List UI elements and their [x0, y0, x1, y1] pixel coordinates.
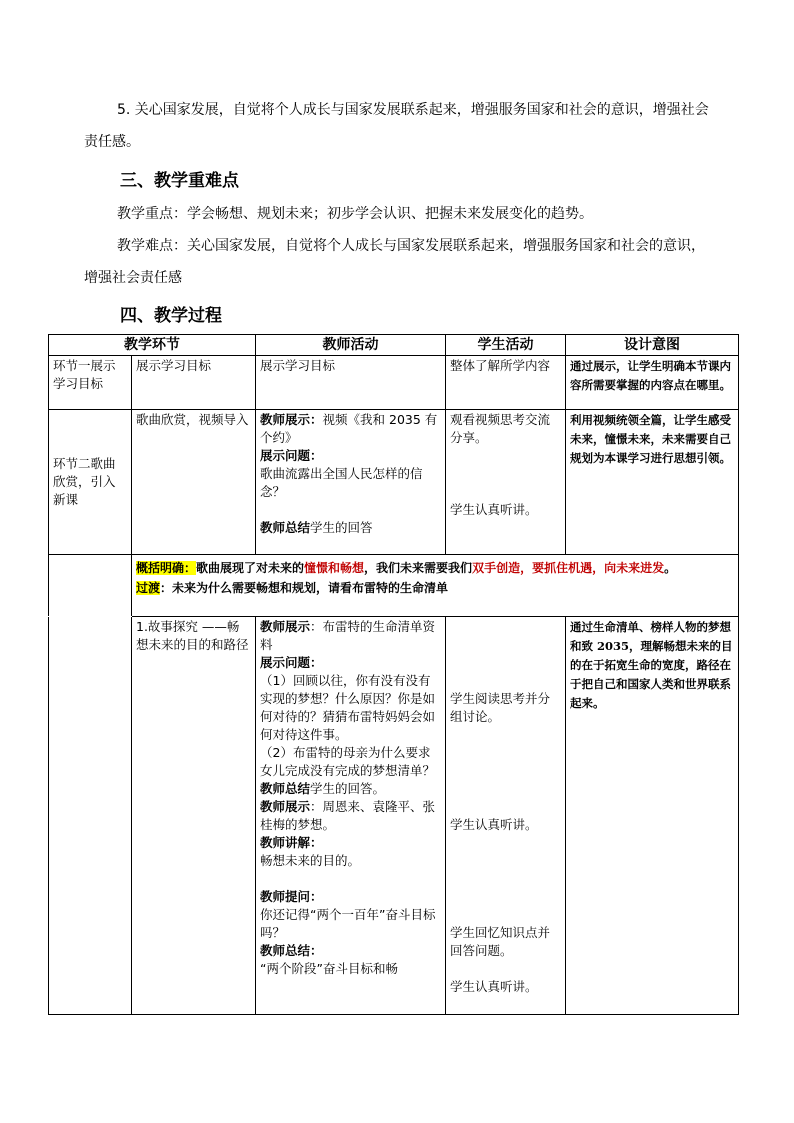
summary-highlight: 双手创造，要抓住机遇，向未来进发 — [472, 561, 665, 575]
student-cell — [446, 410, 566, 555]
teacher-text: ：布雷特的生命清单资料 — [260, 619, 436, 652]
sub-stage-cell: 歌曲欣赏，视频导入 — [132, 410, 256, 555]
teacher-label: 展示问题： — [260, 655, 323, 670]
header-teacher: 教师活动 — [256, 335, 446, 356]
table-row — [49, 356, 739, 410]
teacher-label: 展示问题： — [260, 448, 323, 463]
teacher-text: 畅想未来的目的。 — [260, 853, 361, 868]
section-3-title: 三、教学重难点 — [120, 171, 239, 191]
table-header-row — [49, 335, 739, 356]
question-2: （2）布雷特的母亲为什么要求女儿完成没有完成的梦想清单？ — [260, 745, 436, 778]
header-student: 学生活动 — [446, 335, 566, 356]
summary-text: 歌曲展现了对未来的 — [196, 561, 305, 575]
transition-label: 过渡 — [136, 581, 161, 595]
question-1: （1）回顾以往，你有没有没有实现的梦想？什么原因？你是如何对待的？猜猜布雷特妈妈会如何对待这件事。 — [260, 673, 436, 742]
teacher-text: “两个阶段”奋斗目标和畅 — [260, 961, 398, 976]
teacher-label: 教师展示 — [260, 619, 311, 634]
summary-row — [49, 555, 739, 617]
student-text: 学生认真听讲。 — [450, 502, 538, 517]
teacher-label: 教师展示 — [260, 799, 311, 814]
summary-text: ，我们未来需要我们 — [364, 561, 473, 575]
table-row — [49, 410, 739, 555]
design-cell: 通过展示，让学生明确本节课内容所需要掌握的内容点在哪里。 — [566, 356, 739, 410]
blank-cell — [49, 555, 132, 617]
summary-highlight: 憧憬和畅想 — [304, 561, 365, 575]
teacher-label: 教师提问： — [260, 889, 323, 904]
student-text: 学生认真听讲。 — [450, 979, 538, 994]
teaching-process-table — [48, 334, 739, 1015]
stage-cell: 环节一展示学习目标 — [49, 356, 132, 410]
design-cell: 利用视频统领全篇，让学生感受未来，憧憬未来，未来需要自己规划为本课学习进行思想引领。 — [566, 410, 739, 555]
teacher-text: 你还记得“两个一百年”奋斗目标吗？ — [260, 907, 436, 940]
student-text: 观看视频思考交流分享。 — [450, 412, 551, 445]
stage-cell: 环节二歌曲欣赏，引入新课 — [49, 410, 132, 555]
student-text: 学生回忆知识点并回答问题。 — [450, 925, 551, 958]
header-design: 设计意图 — [566, 335, 739, 356]
teacher-cell — [256, 617, 446, 1015]
sub-stage-cell: 展示学习目标 — [132, 356, 256, 410]
student-cell — [446, 617, 566, 1015]
summary-cell — [132, 555, 739, 617]
teacher-text: 歌曲流露出全国人民怎样的信念？ — [260, 466, 423, 499]
student-cell: 整体了解所学内容 — [446, 356, 566, 410]
teacher-text: 学生的回答。 — [310, 781, 386, 796]
section-4-title: 四、教学过程 — [120, 306, 222, 326]
teacher-label: 教师总结： — [260, 943, 323, 958]
sub-stage-cell: 1.故事探究 ——畅想未来的目的和路径 — [132, 617, 256, 1015]
summary-label: 概括明确： — [136, 561, 197, 575]
transition-text: ：未来为什么需要畅想和规划，请看布雷特的生命清单 — [160, 581, 449, 595]
stage-cell — [49, 617, 132, 1015]
summary-text: 。 — [664, 561, 677, 575]
teacher-label: 教师总结 — [260, 781, 311, 796]
teacher-text: 学生的回答 — [310, 520, 373, 535]
student-text: 学生阅读思考并分组讨论。 — [450, 691, 551, 724]
difficult-point: 教学难点：关心国家发展，自觉将个人成长与国家发展联系起来，增强服务国家和社会的意识，增强社会责任感 — [84, 238, 705, 286]
table-row — [49, 617, 739, 1015]
teacher-text: 视频《我和 2035 有个约》 — [260, 412, 438, 445]
teacher-cell: 展示学习目标 — [256, 356, 446, 410]
student-text: 学生认真听讲。 — [450, 817, 538, 832]
header-stage: 教学环节 — [49, 335, 256, 356]
objective-item-5: 5. 关心国家发展，自觉将个人成长与国家发展联系起来，增强服务国家和社会的意识，增强社会责任感。 — [84, 102, 709, 150]
design-cell: 通过生命清单、榜样人物的梦想和致 2035，理解畅想未来的目的在于拓宽生命的宽度，路径在于把自己和国家人类和世界联系起来。 — [566, 617, 739, 1015]
key-point: 教学重点：学会畅想、规划未来；初步学会认识、把握未来发展变化的趋势。 — [117, 206, 593, 222]
teacher-cell — [256, 410, 446, 555]
teacher-label: 教师讲解： — [260, 835, 323, 850]
teacher-text: ：周恩来、袁隆平、张桂梅的梦想。 — [260, 799, 436, 832]
teacher-label: 教师总结 — [260, 520, 311, 535]
teacher-label: 教师展示： — [260, 412, 323, 427]
